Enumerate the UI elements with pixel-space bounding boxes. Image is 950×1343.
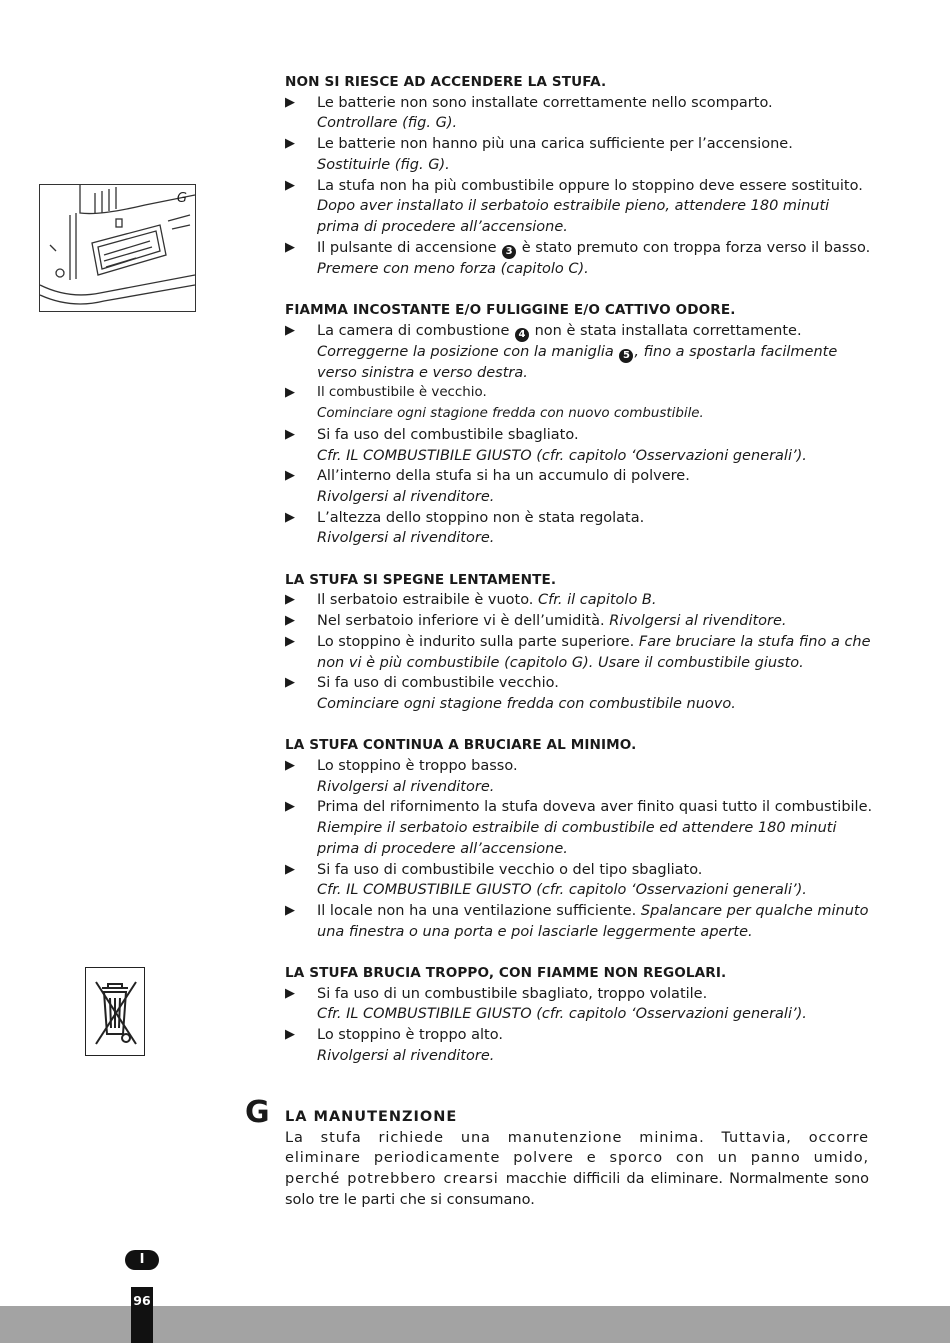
maintenance-text: La stufa richiede una manutenzione minima. Tuttavia, occorre eliminare periodicamente polvere e sporco con un panno umido, perché potrebbero crearsi [285,1129,869,1188]
problem-text: Nel serbatoio inferiore vi è dell’umidità. [317,613,605,630]
part-number-badge: 5 [619,349,633,363]
problem-text: Il serbatoio estraibile è vuoto. [317,592,534,609]
section-slow-shutdown [285,570,875,715]
solution-text: Cfr. il capitolo B. [538,592,657,609]
list-item [285,797,875,859]
figure-label: G [176,191,187,206]
section-low-burn [285,735,875,942]
bullet-arrow-icon: ▶ [285,758,295,774]
bullet-arrow-icon: ▶ [285,239,295,255]
maintenance-text: macchie difficili da eliminare. Normalmente sono solo tre le parti che si consumano. [285,1171,869,1208]
solution-text: Cominciare ogni stagione fredda con combustibile nuovo. [317,695,736,712]
bullet-arrow-icon: ▶ [285,985,295,1001]
bullet-arrow-icon: ▶ [285,592,295,608]
bullet-arrow-icon: ▶ [285,136,295,152]
problem-text: Il combustibile è vecchio. [317,385,487,401]
problem-text: Lo stoppino è troppo alto. [317,1027,503,1044]
list-item [285,176,875,238]
problem-text: Si fa uso del combustibile sbagliato. [317,426,579,443]
problem-text: Si fa uso di combustibile vecchio. [317,675,559,692]
list-item [285,590,875,611]
list-item [285,238,875,280]
problem-text: Il locale non ha una ventilazione sufficiente. [317,902,637,919]
list-item [285,93,875,134]
weee-recycle-bin-icon [85,967,145,1056]
section-burns-too-much [285,963,875,1067]
chapter-letter: G [245,1095,270,1130]
bullet-arrow-icon: ▶ [285,861,295,877]
solution-text: Cominciare ogni stagione fredda con nuovo combustibile. [317,406,704,422]
bullet-arrow-icon: ▶ [285,468,295,484]
solution-text: Cfr. IL COMBUSTIBILE GIUSTO (cfr. capitolo ‘Osservazioni generali’). [317,882,807,899]
section-irregular-flame [285,300,875,549]
maintenance-body [285,1128,869,1211]
solution-text: Spalancare per qualche minuto una finestra o una porta e poi lasciarle leggermente aperte. [317,902,869,940]
list-item [285,425,875,466]
list-item [285,756,875,797]
list-item [285,1025,875,1066]
part-number-badge: 4 [515,328,529,342]
list-item [285,508,875,549]
solution-text: Rivolgersi al rivenditore. [609,613,787,630]
page-number: 96 [131,1287,153,1343]
problem-text: La camera di combustione [317,322,510,339]
solution-text: Cfr. IL COMBUSTIBILE GIUSTO (cfr. capitolo ‘Osservazioni generali’). [317,447,807,464]
solution-text: Cfr. IL COMBUSTIBILE GIUSTO (cfr. capitolo ‘Osservazioni generali’). [317,1006,807,1023]
section-heading: LA STUFA SI SPEGNE LENTAMENTE. [285,571,557,588]
problem-text: è stato premuto con troppa forza verso il basso. [521,239,871,256]
solution-text: Rivolgersi al rivenditore. [317,778,495,795]
part-number-badge: 3 [502,245,516,259]
bullet-arrow-icon: ▶ [285,509,295,525]
bullet-arrow-icon: ▶ [285,426,295,442]
troubleshooting-content [285,72,875,1087]
section-no-ignition [285,72,875,279]
list-item [285,134,875,175]
bullet-arrow-icon: ▶ [285,799,295,815]
problem-text: non è stata installata correttamente. [534,322,802,339]
solution-text [317,342,875,384]
list-item [285,901,875,942]
problem-text: Il pulsante di accensione [317,239,497,256]
list-item [285,466,875,507]
list-item [285,984,875,1025]
bullet-arrow-icon: ▶ [285,94,295,110]
solution-text: Controllare (fig. G). [317,115,458,132]
problem-text: Prima del rifornimento la stufa doveva aver finito quasi tutto il combustibile. [317,799,873,816]
section-heading: NON SI RIESCE AD ACCENDERE LA STUFA. [285,74,607,90]
list-item [285,383,875,424]
crossed-bin-icon [86,968,144,1055]
maintenance-section [285,1107,869,1211]
bullet-arrow-icon: ▶ [285,385,295,401]
solution-text: Rivolgersi al rivenditore. [317,530,495,547]
problem-text: L’altezza dello stoppino non è stata regolata. [317,509,645,526]
bullet-arrow-icon: ▶ [285,633,295,649]
problem-text: All’interno della stufa si ha un accumulo di polvere. [317,468,690,485]
solution-text: Rivolgersi al rivenditore. [317,488,495,505]
bullet-arrow-icon: ▶ [285,1027,295,1043]
list-item [285,611,875,632]
figure-g-battery-compartment [39,184,196,312]
section-heading: LA STUFA CONTINUA A BRUCIARE AL MINIMO. [285,737,637,754]
language-badge: I [125,1250,159,1270]
problem-text: Lo stoppino è troppo basso. [317,758,518,775]
problem-text: Si fa uso di un combustibile sbagliato, troppo volatile. [317,985,708,1002]
problem-text: La stufa non ha più combustibile oppure lo stoppino deve essere sostituito. [317,177,863,194]
solution-text: Riempire il serbatoio estraibile di combustibile ed attendere 180 minuti prima di procedere all’accensione. [317,820,837,857]
section-heading: FIAMMA INCOSTANTE E/O FULIGGINE E/O CATTIVO ODORE. [285,302,736,319]
bullet-arrow-icon: ▶ [285,675,295,691]
solution-text-b: , fino a spostarla facilmente verso sinistra e verso destra. [317,343,838,381]
solution-text: Fare bruciare la stufa fino a che non vi è più combustibile (capitolo G). Usare il combustibile giusto. [317,633,871,671]
solution-text: Dopo aver installato il serbatoio estraibile pieno, attendere 180 minuti prima di procedere all’accensione. [317,198,830,235]
stove-battery-illustration [40,185,195,311]
list-item [285,673,875,714]
list-item [285,321,875,384]
solution-text-a: Correggerne la posizione con la maniglia [317,343,614,360]
section-heading: LA STUFA BRUCIA TROPPO, CON FIAMME NON REGOLARI. [285,965,727,982]
bullet-arrow-icon: ▶ [285,322,295,338]
bullet-arrow-icon: ▶ [285,902,295,918]
maintenance-title: LA MANUTENZIONE [285,1109,458,1125]
solution-text: Rivolgersi al rivenditore. [317,1047,495,1064]
list-item [285,860,875,901]
problem-text: Le batterie non hanno più una carica sufficiente per l’accensione. [317,136,793,153]
problem-text: Si fa uso di combustibile vecchio o del tipo sbagliato. [317,861,703,878]
problem-text: Le batterie non sono installate correttamente nello scomparto. [317,94,773,111]
bullet-arrow-icon: ▶ [285,177,295,193]
solution-text: Sostituirle (fig. G). [317,156,450,173]
list-item [285,632,875,673]
solution-text: Premere con meno forza (capitolo C). [317,260,589,277]
problem-text: Lo stoppino è indurito sulla parte superiore. [317,633,635,650]
bullet-arrow-icon: ▶ [285,613,295,629]
